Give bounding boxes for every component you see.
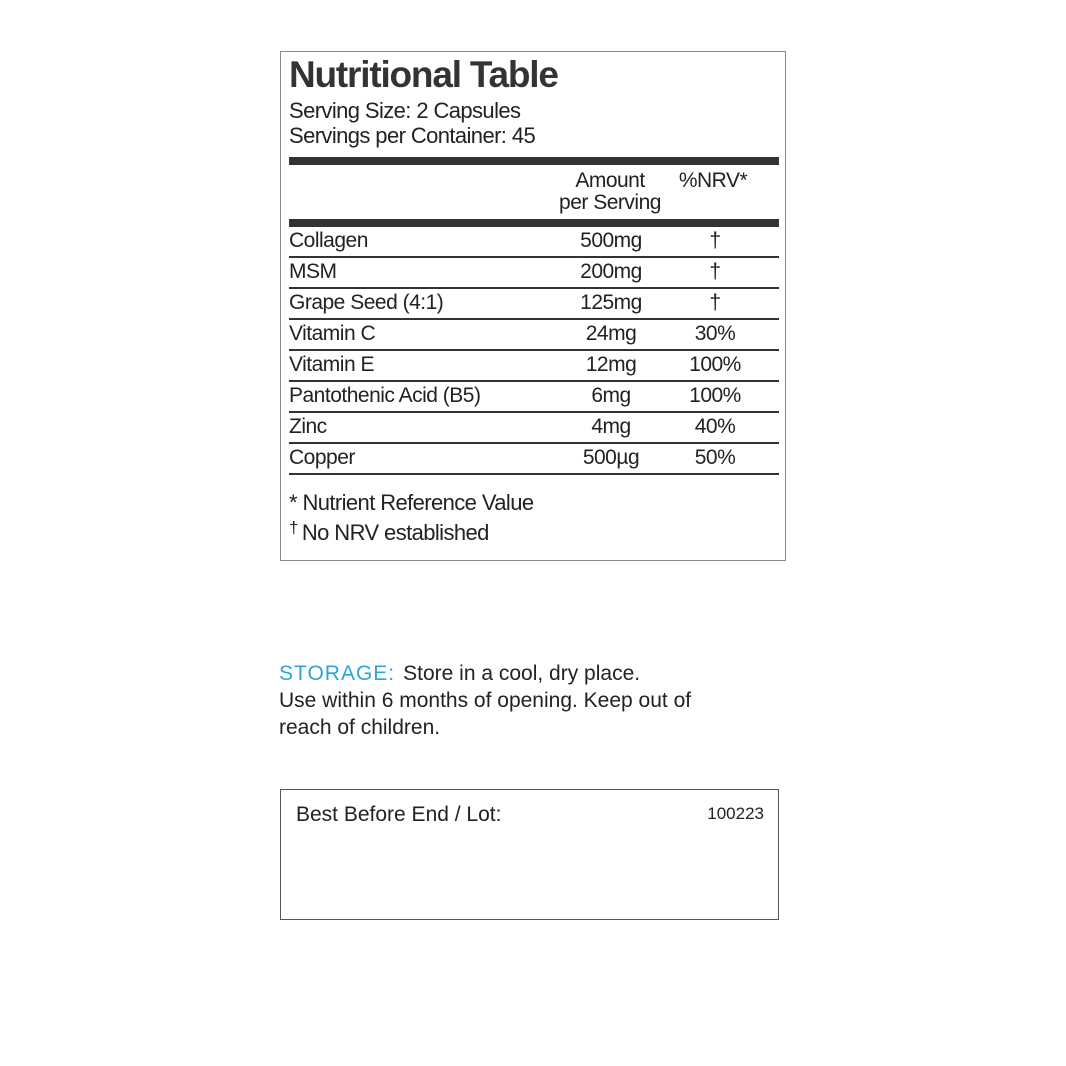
nutrient-amount: 4mg [591, 415, 631, 438]
nutrient-amount: 24mg [585, 322, 637, 345]
nutrient-amount: 12mg [585, 353, 637, 376]
lot-number: 100223 [707, 804, 764, 823]
table-row [289, 320, 779, 351]
storage-instructions [279, 660, 799, 741]
dagger-symbol: † [289, 518, 298, 537]
nutrient-rows [289, 227, 779, 475]
servings-per-container: Servings per Container: 45 [289, 123, 536, 148]
header-divider-bottom [289, 219, 779, 227]
nutrient-nrv: 100% [689, 384, 741, 407]
column-header-amount-line1: Amount [575, 169, 645, 192]
nutrient-nrv: † [709, 260, 721, 283]
nutrient-amount: 500µg [582, 446, 640, 469]
nutrient-name: Zinc [289, 415, 327, 438]
nutrient-name: Grape Seed (4:1) [289, 291, 444, 314]
nutrient-amount: 6mg [591, 384, 631, 407]
nutrient-nrv: 50% [694, 446, 736, 469]
best-before-label: Best Before End / Lot: [296, 803, 502, 826]
storage-text-line2: Use within 6 months of opening. Keep out of [279, 689, 692, 712]
nutrient-name: Copper [289, 446, 355, 469]
nutritional-table-title: Nutritional Table [289, 54, 558, 95]
footnote-no-nrv-text: No NRV established [301, 520, 489, 545]
nutrient-nrv: † [709, 291, 721, 314]
nutrient-name: Pantothenic Acid (B5) [289, 384, 481, 407]
column-header-amount [545, 170, 675, 214]
best-before-lot-box [280, 789, 779, 920]
nutrient-nrv: 40% [694, 415, 736, 438]
table-row [289, 227, 779, 258]
nutrient-amount: 500mg [580, 229, 642, 252]
nutrient-amount: 125mg [580, 291, 642, 314]
nutrient-nrv: 30% [694, 322, 736, 345]
table-row [289, 413, 779, 444]
nutrient-name: Vitamin E [289, 353, 374, 376]
nutrient-nrv: † [709, 229, 721, 252]
nutrient-nrv: 100% [689, 353, 741, 376]
nutrient-name: Vitamin C [289, 322, 376, 345]
header-divider-top [289, 157, 779, 165]
footnote-no-nrv [289, 520, 489, 546]
table-row [289, 444, 779, 475]
table-row [289, 351, 779, 382]
nutrient-name: MSM [289, 260, 337, 283]
table-row [289, 382, 779, 413]
storage-label: STORAGE: [279, 662, 396, 685]
storage-text-line3: reach of children. [279, 716, 441, 739]
footnote-nrv: * Nutrient Reference Value [289, 490, 534, 515]
column-header-amount-line2: per Serving [559, 191, 661, 214]
nutrient-amount: 200mg [580, 260, 642, 283]
nutritional-table-panel [280, 51, 786, 561]
table-row [289, 289, 779, 320]
nutrient-name: Collagen [289, 229, 368, 252]
storage-text-line1: Store in a cool, dry place. [403, 662, 641, 685]
column-header-nrv-label: %NRV* [678, 169, 748, 192]
serving-size: Serving Size: 2 Capsules [289, 98, 521, 123]
column-header-nrv [673, 170, 753, 192]
table-row [289, 258, 779, 289]
